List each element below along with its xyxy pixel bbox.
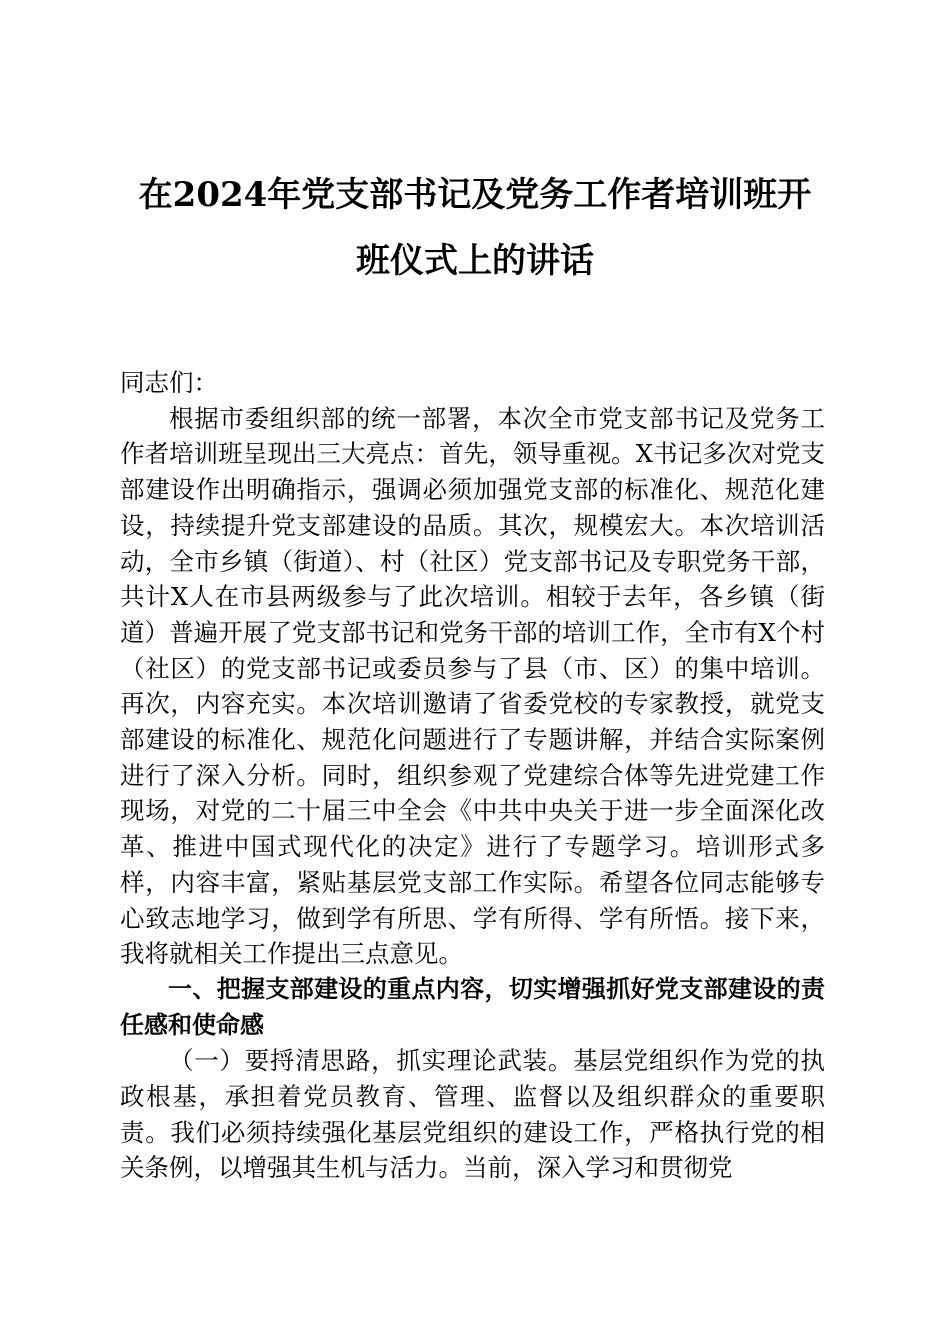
document-title-line-1: 在2024年党支部书记及党务工作者培训班开: [138, 175, 812, 215]
document-body: [120, 365, 825, 1186]
salutation: 同志们：: [120, 368, 218, 397]
document-title-line-2: 班仪式上的讲话: [356, 241, 594, 281]
section-1-paragraph-1: （一）要捋清思路，抓实理论武装。基层党组织作为党的执政根基，承担着党员教育、管理、监督以及组织群众的重要职责。我们必须持续强化基层党组织的建设工作，严格执行党的相关条例，以增强其生机与活力。当前，深入学习和贯彻党: [120, 1046, 825, 1183]
intro-paragraph: 根据市委组织部的统一部署，本次全市党支部书记及党务工作者培训班呈现出三大亮点：首先，领导重视。X书记多次对党支部建设作出明确指示，强调必须加强党支部的标准化、规范化建设，持续提升党支部建设的品质。其次，规模宏大。本次培训活动，全市乡镇（街道）、村（社区）党支部书记及专职党务干部，共计X人在市县两级参与了此次培训。相较于去年，各乡镇（街道）普遍开展了党支部书记和党务干部的培训工作，全市有X个村（社区）的党支部书记或委员参与了县（市、区）的集中培训。再次，内容充实。本次培训邀请了省委党校的专家教授，就党支部建设的标准化、规范化问题进行了专题讲解，并结合实际案例进行了深入分析。同时，组织参观了党建综合体等先进党建工作现场，对党的二十届三中全会《中共中央关于进一步全面深化改革、推进中国式现代化的决定》进行了专题学习。培训形式多样，内容丰富，紧贴基层党支部工作实际。希望各位同志能够专心致志地学习，做到学有所思、学有所得、学有所悟。接下来，我将就相关工作提出三点意见。: [120, 403, 825, 969]
section-heading-1: 一、把握支部建设的重点内容，切实增强抓好党支部建设的责任感和使命感: [120, 974, 825, 1039]
